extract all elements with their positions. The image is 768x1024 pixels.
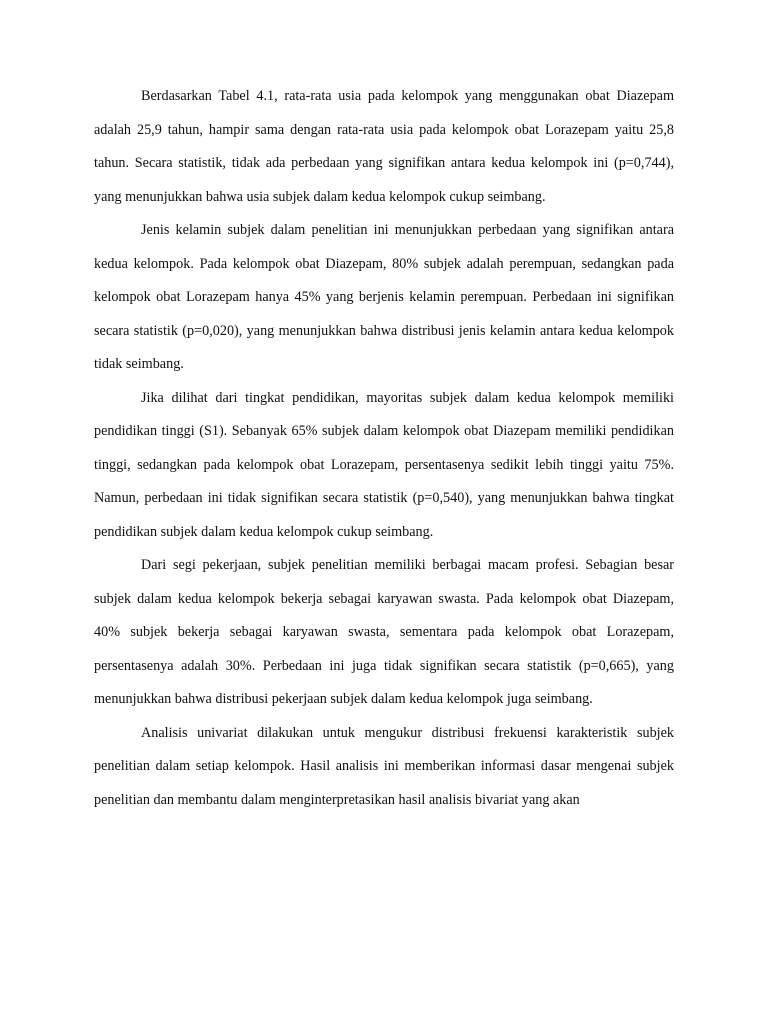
paragraph-age: Berdasarkan Tabel 4.1, rata-rata usia pada kelompok yang menggunakan obat Diazepam adalah 25,9 tahun, hampir sama dengan rata-rata usia pada kelompok obat Lorazepam yaitu 25,8 tahun. Secara statistik, tidak ada perbedaan yang signifikan antara kedua kelompok ini (p=0,744), yang menunjukkan bahwa usia subjek dalam kedua kelompok cukup seimbang. — [94, 88, 674, 205]
document-page — [94, 80, 674, 817]
paragraph-occupation: Dari segi pekerjaan, subjek penelitian memiliki berbagai macam profesi. Sebagian besar subjek dalam kedua kelompok bekerja sebagai karyawan swasta. Pada kelompok obat Diazepam, 40% subjek bekerja sebagai karyawan swasta, sementara pada kelompok obat Lorazepam, persentasenya adalah 30%. Perbedaan ini juga tidak signifikan secara statistik (p=0,665), yang menunjukkan bahwa distribusi pekerjaan subjek dalam kedua kelompok juga seimbang. — [94, 557, 674, 707]
paragraph-gender: Jenis kelamin subjek dalam penelitian ini menunjukkan perbedaan yang signifikan antara kedua kelompok. Pada kelompok obat Diazepam, 80% subjek adalah perempuan, sedangkan pada kelompok obat Lorazepam hanya 45% yang berjenis kelamin perempuan. Perbedaan ini signifikan secara statistik (p=0,020), yang menunjukkan bahwa distribusi jenis kelamin antara kedua kelompok tidak seimbang. — [94, 222, 674, 372]
paragraph-education: Jika dilihat dari tingkat pendidikan, mayoritas subjek dalam kedua kelompok memiliki pendidikan tinggi (S1). Sebanyak 65% subjek dalam kelompok obat Diazepam memiliki pendidikan tinggi, sedangkan pada kelompok obat Lorazepam, persentasenya sedikit lebih tinggi yaitu 75%. Namun, perbedaan ini tidak signifikan secara statistik (p=0,540), yang menunjukkan bahwa tingkat pendidikan subjek dalam kedua kelompok cukup seimbang. — [94, 389, 674, 540]
paragraph-univariate-analysis: Analisis univariat dilakukan untuk mengukur distribusi frekuensi karakteristik subjek penelitian dalam setiap kelompok. Hasil analisis ini memberikan informasi dasar mengenai subjek penelitian dan membantu dalam menginterpretasikan hasil analisis bivariat yang akan — [94, 724, 674, 808]
